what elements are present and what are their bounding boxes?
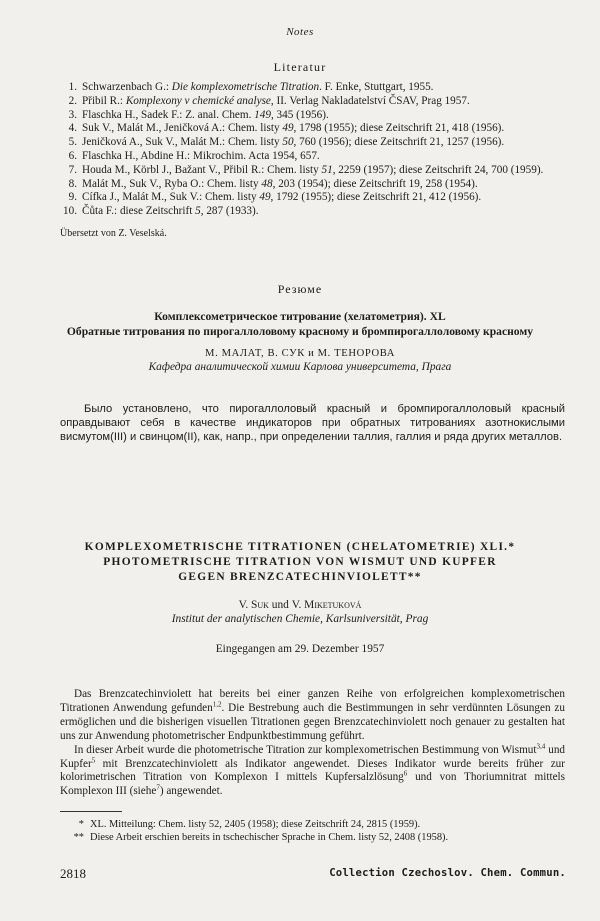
reference-text: Suk V., Malát M., Jeničková A.: Chem. listy 49, 1798 (1955); diese Zeitschrift 21, 418 (1956). [82,122,505,135]
article-body [60,688,565,799]
reference-item [60,178,565,192]
article-title [0,540,600,585]
reference-text: Jeničková A., Suk V., Malát M.: Chem. listy 50, 760 (1956); diese Zeitschrift 21, 1257 (1956). [82,136,505,149]
footnote-mark: * [78,819,84,830]
footnote-mark: ** [73,832,84,843]
reference-number: 2. [68,94,77,107]
reference-number: 3. [68,108,77,121]
body-paragraph: In dieser Arbeit wurde die photometrische Titration zur komplexometrischen Bestimmung von Wismut$^{3,4}$ und Kupfer$^5$ mit Brenzcatechinviolett als Indikator angewendet. Dieses Indikator wurde bereits früher zur kolorimetrischen Titration von Komplexon I mittels Kupfersalzlösung$^6$ und von Thoriumnitrat mittels Komplexon III (siehe$^7$) angewendet. [60,741,566,798]
article-authors: V. Suk und V. Miketuková [238,599,362,611]
reference-item [60,136,565,150]
article-title-line: GEGEN BRENZCATECHINVIOLETT** [178,571,422,583]
running-head: Notes [286,26,314,38]
reference-item [60,122,565,136]
reference-item [60,164,565,178]
reference-number: 5. [68,136,77,149]
summary-authors: М. МАЛАТ, В. СУК и М. ТЕНОРОВА [205,348,395,359]
reference-number: 8. [68,177,77,190]
footnote [60,818,565,831]
footnotes [60,818,565,844]
footnote-text: XL. Mitteilung: Chem. listy 52, 2405 (1958); diese Zeitschrift 24, 2815 (1959). [90,819,421,830]
summary-heading: Резюме [277,282,323,296]
summary-abstract: Было установлено, что пирогаллоловый красный и бромпирогаллоловый красный оправдывают себя в качестве индикаторов при обратных титрованиях азотнокислыми висмутом(III) и свинцом(II), как, напр., при определении таллия, галлия и ряда других металлов. [60,403,565,443]
reference-list [60,81,565,219]
reference-number: 9. [68,191,77,204]
summary-title [0,309,600,339]
reference-text: Cífka J., Malát M., Suk V.: Chem. listy 49, 1792 (1955); diese Zeitschrift 21, 412 (1956). [82,191,482,204]
reference-number: 10. [63,205,77,218]
literature-heading: Literatur [273,60,327,74]
journal-name: Collection Czechoslov. Chem. Commun. [329,867,566,879]
footnote-divider [60,811,122,812]
reference-text: Flaschka H., Abdine H.: Mikrochim. Acta 1954, 657. [82,149,320,162]
reference-text: Přibil R.: Komplexony v chemické analyse, II. Verlag Nakladatelství ČSAV, Prag 1957. [82,94,470,107]
footnote [60,831,565,844]
reference-text: Houda M., Körbl J., Bažant V., Přibil R.: Chem. listy 51, 2259 (1957); diese Zeitschrift 24, 700 (1959). [82,163,544,176]
received-date: Eingegangen am 29. Dezember 1957 [215,643,385,655]
article-title-line: PHOTOMETRISCHE TITRATION VON WISMUT UND KUPFER [103,556,497,568]
summary-title-line: Обратные титрования по пирогаллоловому красному и бромпирогаллоловому красному [66,325,534,338]
translator-note: Übersetzt von Z. Veselská. [60,228,167,239]
reference-item [60,81,565,95]
reference-item [60,191,565,205]
article-institution: Institut der analytischen Chemie, Karlsuniversität, Prag [171,613,429,625]
reference-item [60,109,565,123]
reference-number: 4. [68,122,77,135]
reference-number: 1. [68,81,77,93]
article-header [0,540,600,655]
reference-text: Flaschka H., Sadek F.: Z. anal. Chem. 149, 345 (1956). [82,108,329,121]
page-number: 2818 [60,866,86,881]
article-title-line: KOMPLEXOMETRISCHE TITRATIONEN (CHELATOMETRIE) XLI.* [84,541,516,553]
summary-title-line: Комплексометрическое титрование (хелатометрия). XL [154,310,446,323]
russian-summary [0,282,600,373]
reference-item [60,205,565,219]
reference-number: 7. [68,163,77,176]
body-paragraph: Das Brenzcatechinviolett hat bereits bei einer ganzen Reihe von erfolgreichen komplexometrischen Titrationen Anwendung gefunden$^{1,2}$. Die Bestrebung auch die Bestimmungen in sehr verdünnten Lösungen zu ermöglichen und die bisherigen visuellen Titrationen gegen Brenzcatechinviolett noch genauer zu gestalten hat uns zur Anwendung photometrischer Endpunktbestimmung geführt. [60,688,565,742]
reference-text: Malát M., Suk V., Ryba O.: Chem. listy 48, 203 (1954); diese Zeitschrift 19, 258 (1954). [82,177,478,190]
footnote-text: Diese Arbeit erschien bereits in tschechischer Sprache in Chem. listy 52, 2408 (1958). [90,832,449,843]
reference-number: 6. [68,149,77,162]
summary-institution: Кафедра аналитической химии Карлова университета, Прага [148,361,452,373]
reference-item [60,150,565,164]
reference-text: Schwarzenbach G.: Die komplexometrische Titration. F. Enke, Stuttgart, 1955. [82,81,434,93]
reference-text: Čůta F.: diese Zeitschrift 5, 287 (1933). [82,205,259,218]
reference-item [60,95,565,109]
